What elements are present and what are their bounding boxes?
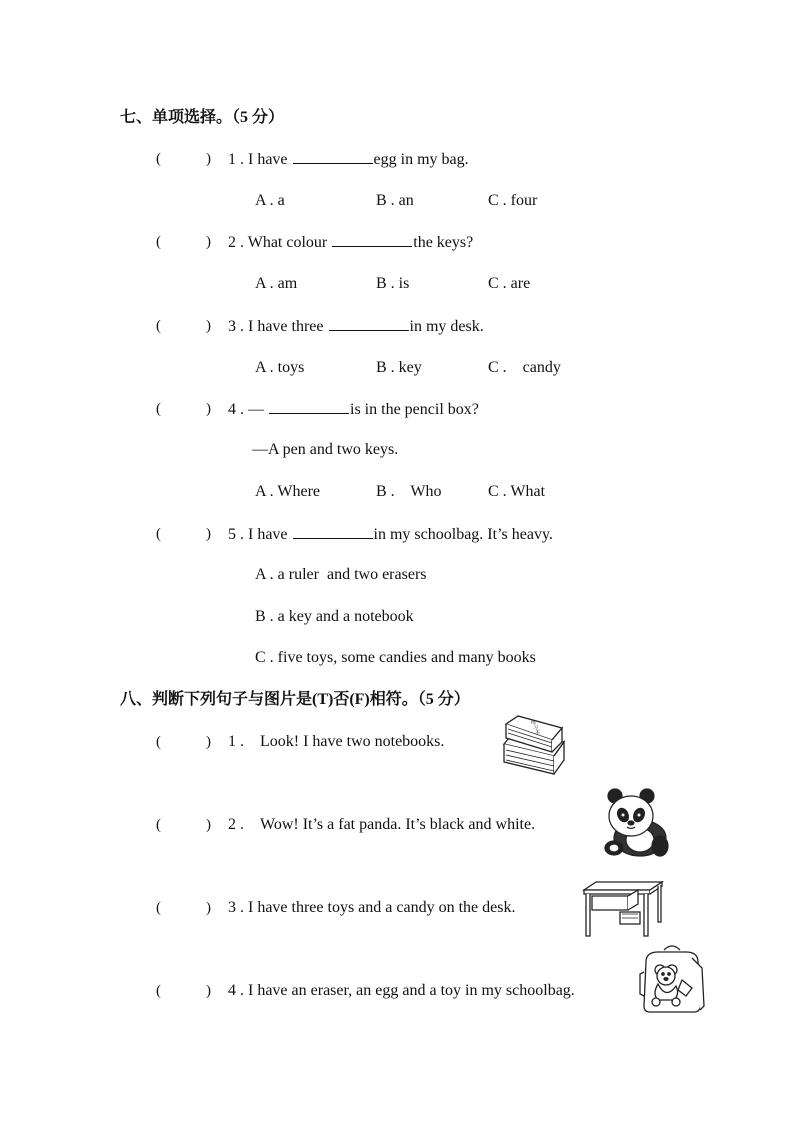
question-text-before: I have (248, 526, 292, 543)
option-a: A . Where (255, 483, 321, 500)
answer-paren[interactable]: ( ) (156, 817, 211, 833)
option-c: C . What (488, 483, 546, 500)
answer-paren[interactable]: ( ) (156, 734, 211, 750)
answer-paren[interactable]: ( ) (156, 900, 211, 916)
answer-line: —A pen and two keys. (252, 441, 399, 458)
option-c: C . five toys, some candies and many books (255, 649, 536, 666)
option-c: C . four (488, 192, 538, 209)
answer-blank[interactable] (293, 524, 373, 539)
answer-blank[interactable] (269, 399, 349, 414)
question-number: 4 . (228, 982, 244, 999)
answer-paren[interactable]: ( ) (156, 151, 211, 167)
desk-icon (582, 880, 664, 940)
question-4 (228, 399, 479, 420)
judge-item-1 (228, 732, 444, 752)
answer-blank[interactable] (293, 149, 373, 164)
question-1 (228, 149, 469, 170)
question-number: 2 . (228, 234, 244, 251)
question-3 (228, 316, 484, 337)
judge-item-2 (228, 815, 535, 835)
answer-paren[interactable]: ( ) (156, 401, 211, 417)
notebooks-icon (500, 714, 568, 776)
judge-item-3 (228, 898, 515, 918)
question-number: 4 . (228, 401, 244, 418)
question-number: 2 . (228, 816, 244, 833)
judge-text: I have an eraser, an egg and a toy in my schoolbag. (248, 982, 575, 999)
answer-paren[interactable]: ( ) (156, 983, 211, 999)
option-b: B . key (376, 359, 422, 376)
question-number: 3 . (228, 318, 244, 335)
question-text-after: in my desk. (409, 318, 484, 335)
section7-title: 七、单项选择。（5 分） (120, 109, 285, 126)
question-text-after: egg in my bag. (373, 151, 469, 168)
option-a: A . toys (255, 359, 305, 376)
option-c: C . candy (488, 359, 561, 376)
question-5 (228, 524, 553, 545)
answer-blank[interactable] (329, 316, 409, 331)
question-text-after: is in the pencil box? (350, 401, 479, 418)
book-label-char: 练 (531, 720, 537, 726)
section8-title: 八、判断下列句子与图片是(T)否(F)相符。（5 分） (120, 691, 470, 708)
question-text-before: I have three (248, 318, 328, 335)
book-label-char: 习 (533, 725, 539, 731)
question-text-before: What colour (247, 234, 332, 251)
question-text-before: I have (248, 151, 292, 168)
answer-blank[interactable] (332, 232, 412, 247)
question-2 (228, 232, 473, 253)
answer-paren[interactable]: ( ) (156, 318, 211, 334)
judge-text: Look! I have two notebooks. (260, 733, 445, 750)
option-c: C . are (488, 275, 531, 292)
panda-icon (602, 788, 672, 860)
question-number: 1 . (228, 733, 244, 750)
question-text-before: — (248, 401, 268, 418)
schoolbag-icon (638, 944, 706, 1016)
option-a: A . a (255, 192, 285, 209)
book-label-char: 本 (535, 730, 541, 736)
answer-paren[interactable]: ( ) (156, 526, 211, 542)
question-number: 3 . (228, 899, 244, 916)
judge-text: Wow! It’s a fat panda. It’s black and white. (260, 816, 536, 833)
option-b: B . an (376, 192, 414, 209)
judge-text: I have three toys and a candy on the desk. (248, 899, 516, 916)
judge-item-4 (228, 981, 575, 1001)
answer-paren[interactable]: ( ) (156, 234, 211, 250)
option-b: B . is (376, 275, 410, 292)
option-b: B . a key and a notebook (255, 608, 414, 625)
question-text-after: the keys? (413, 234, 474, 251)
option-a: A . a ruler and two erasers (255, 566, 427, 583)
question-number: 5 . (228, 526, 244, 543)
question-text-after: in my schoolbag. It’s heavy. (373, 526, 553, 543)
option-a: A . am (255, 275, 298, 292)
question-number: 1 . (228, 151, 244, 168)
option-b: B . Who (376, 483, 442, 500)
